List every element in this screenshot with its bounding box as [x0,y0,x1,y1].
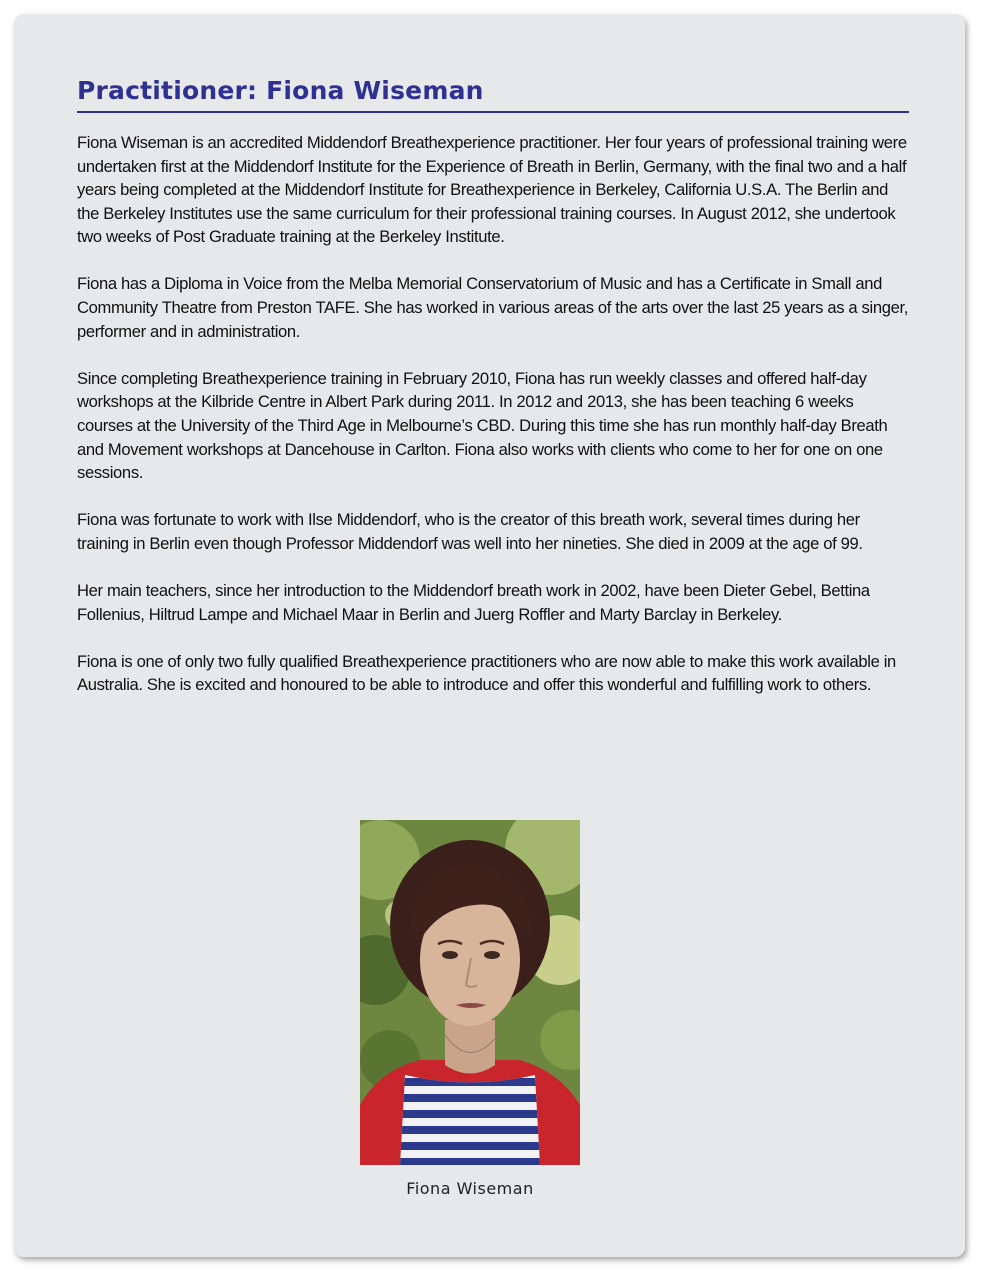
paragraph-qualifications: Fiona has a Diploma in Voice from the Melba Memorial Conservatorium of Music and has a Certificate in Small and Community Theatre from Preston TAFE. She has worked in various areas of the arts over the last 25 years as a singer, performer and in administration. [77,274,908,341]
portrait-photo [360,820,580,1165]
paragraph-training: Fiona Wiseman is an accredited Middendorf Breathexperience practitioner. Her four years of professional training were undertaken first at the Middendorf Institute for the Experience of Breath in Berlin, Germany, with the final two and a half years being completed at the Middendorf Institute for Breathexperience in Berkeley, California U.S.A. The Berlin and the Berkeley Institutes use the same curriculum for their professional training courses. In August 2012, she undertook two weeks of Post Graduate training at the Berkeley Institute. [77,133,907,247]
paragraph-teachers: Her main teachers, since her introduction to the Middendorf breath work in 2002, have been Dieter Gebel, Bettina Follenius, Hiltrud Lampe and Michael Maar in Berlin and Juerg Roffler and Marty Barclay in Berkeley. [77,580,870,624]
paragraph-teaching: Since completing Breathexperience training in February 2010, Fiona has run weekly classes and offered half-day workshops at the Kilbride Centre in Albert Park during 2011. In 2012 and 2013, she has been teaching 6 weeks courses at the University of the Third Age in Melbourne’s CBD. During this time she has run monthly half-day Breath and Movement workshops at Dancehouse in Carlton. Fiona also works with clients who come to her for one on one sessions. [77,368,888,483]
profile-card [14,14,965,1257]
photo-caption: Fiona Wiseman [406,1179,534,1198]
page-title: Practitioner: Fiona Wiseman [77,76,484,105]
paragraph-ilse-middendorf: Fiona was fortunate to work with Ilse Middendorf, who is the creator of this breath work, several times during her training in Berlin even though Professor Middendorf was well into her nineties. She died in 2009 at the age of 99. [77,510,863,553]
title-underline [77,111,909,113]
paragraph-australia: Fiona is one of only two fully qualified Breathexperience practitioners who are now able to make this work available in Australia. She is excited and honoured to be able to introduce and offer this wonderful and fulfilling work to others. [77,651,896,695]
biography-text [77,131,911,720]
